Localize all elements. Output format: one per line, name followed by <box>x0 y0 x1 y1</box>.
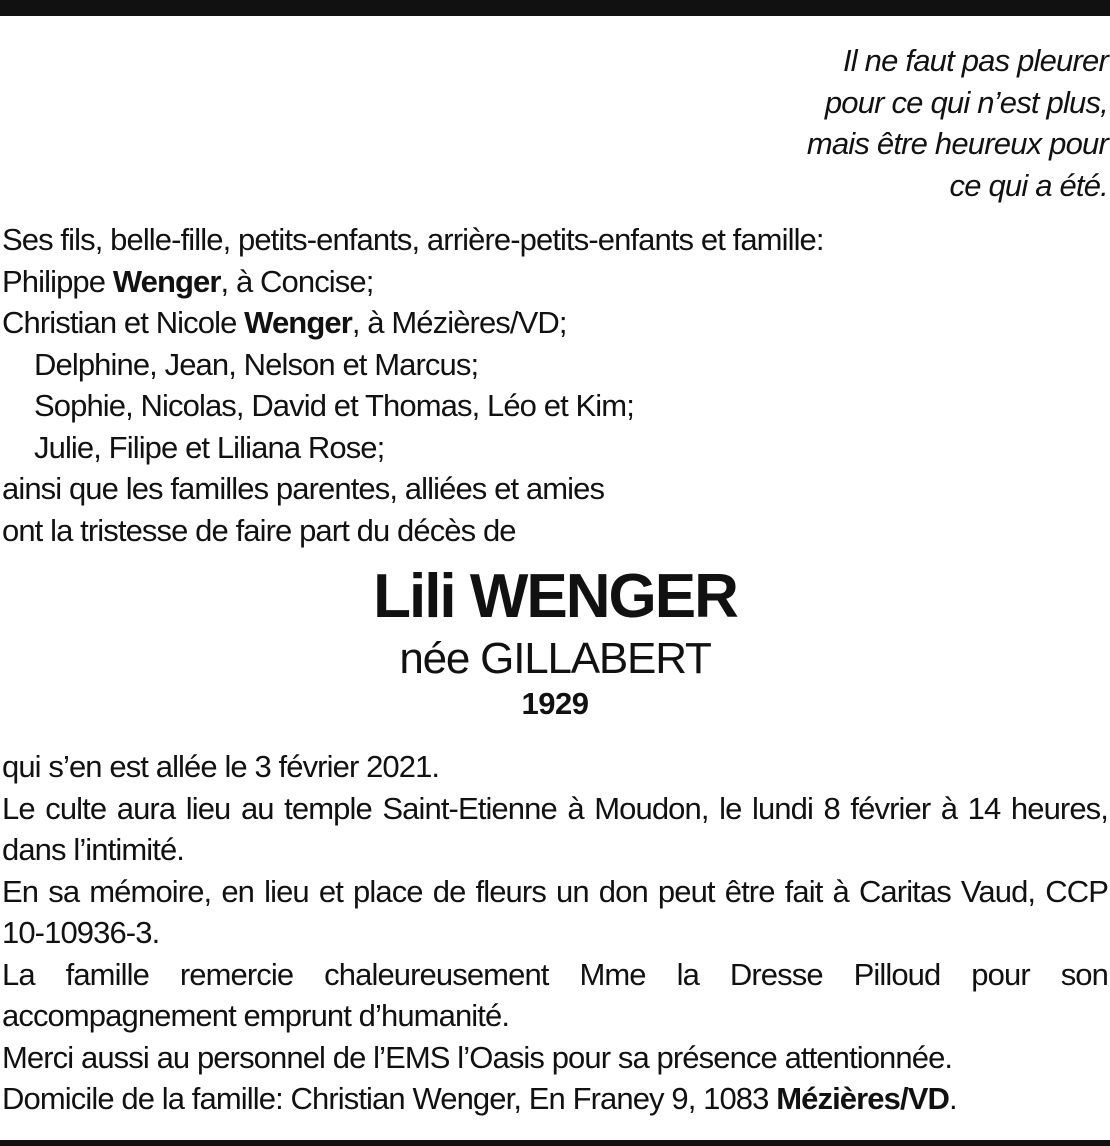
deceased-maiden-name: née GILLABERT <box>399 634 711 683</box>
relatives-line: ainsi que les familles parentes, alliées et amies <box>2 471 605 506</box>
quote-line: mais être heureux pour <box>806 126 1108 161</box>
family-list <box>2 219 1102 551</box>
address-prefix: Domicile de la famille: Christian Wenger, En Franey 9, 1083 <box>2 1081 777 1116</box>
member-last-name: Wenger <box>244 305 352 340</box>
member-first-name: Philippe <box>2 263 113 299</box>
bottom-rule <box>0 1140 1110 1146</box>
thanks-doctor-text: La famille remercie chaleureusement Mme la Dresse Pilloud pour son accompagnement emprunt d’humanité. <box>2 956 1108 1033</box>
deceased-block <box>0 560 1110 724</box>
family-member-christian <box>2 302 1102 344</box>
quote-line: ce qui a été. <box>949 167 1108 203</box>
details-block <box>2 746 1108 1120</box>
member-place: , à Mézières/VD; <box>351 305 567 340</box>
top-rule <box>0 0 1110 16</box>
donation-text: En sa mémoire, en lieu et place de fleurs un don peut être fait à Caritas Vaud, CCP 10-10936-3. <box>2 873 1108 950</box>
announcement-line: ont la tristesse de faire part du décès de <box>2 512 516 548</box>
member-last-name: Wenger <box>112 263 221 299</box>
family-intro: Ses fils, belle-fille, petits-enfants, arrière-petits-enfants et famille: <box>2 222 824 257</box>
service-text: Le culte aura lieu au temple Saint-Etienne à Moudon, le lundi 8 février à 14 heures, dans l’intimité. <box>2 790 1108 867</box>
deceased-name: Lili WENGER <box>373 562 737 631</box>
family-address <box>2 1078 1108 1120</box>
quote-line: Il ne faut pas pleurer <box>842 43 1108 78</box>
grandchildren-line: Sophie, Nicolas, David et Thomas, Léo et Kim; <box>34 388 634 423</box>
grandchildren-line: Delphine, Jean, Nelson et Marcus; <box>34 346 479 382</box>
address-suffix: . <box>948 1081 957 1116</box>
member-first-name: Christian et Nicole <box>2 305 245 340</box>
member-place: , à Concise; <box>220 263 374 299</box>
epigraph-quote <box>608 40 1108 206</box>
deceased-birth-year: 1929 <box>521 686 589 721</box>
address-city: Mézières/VD <box>776 1081 949 1116</box>
quote-line: pour ce qui n’est plus, <box>824 84 1108 120</box>
thanks-staff-text: Merci aussi au personnel de l’EMS l’Oasis pour sa présence attentionnée. <box>2 1039 953 1075</box>
passing-date-text: qui s’en est allée le 3 février 2021. <box>2 749 440 784</box>
family-member-philippe <box>2 261 1102 303</box>
grandchildren-line: Julie, Filipe et Liliana Rose; <box>34 429 385 465</box>
